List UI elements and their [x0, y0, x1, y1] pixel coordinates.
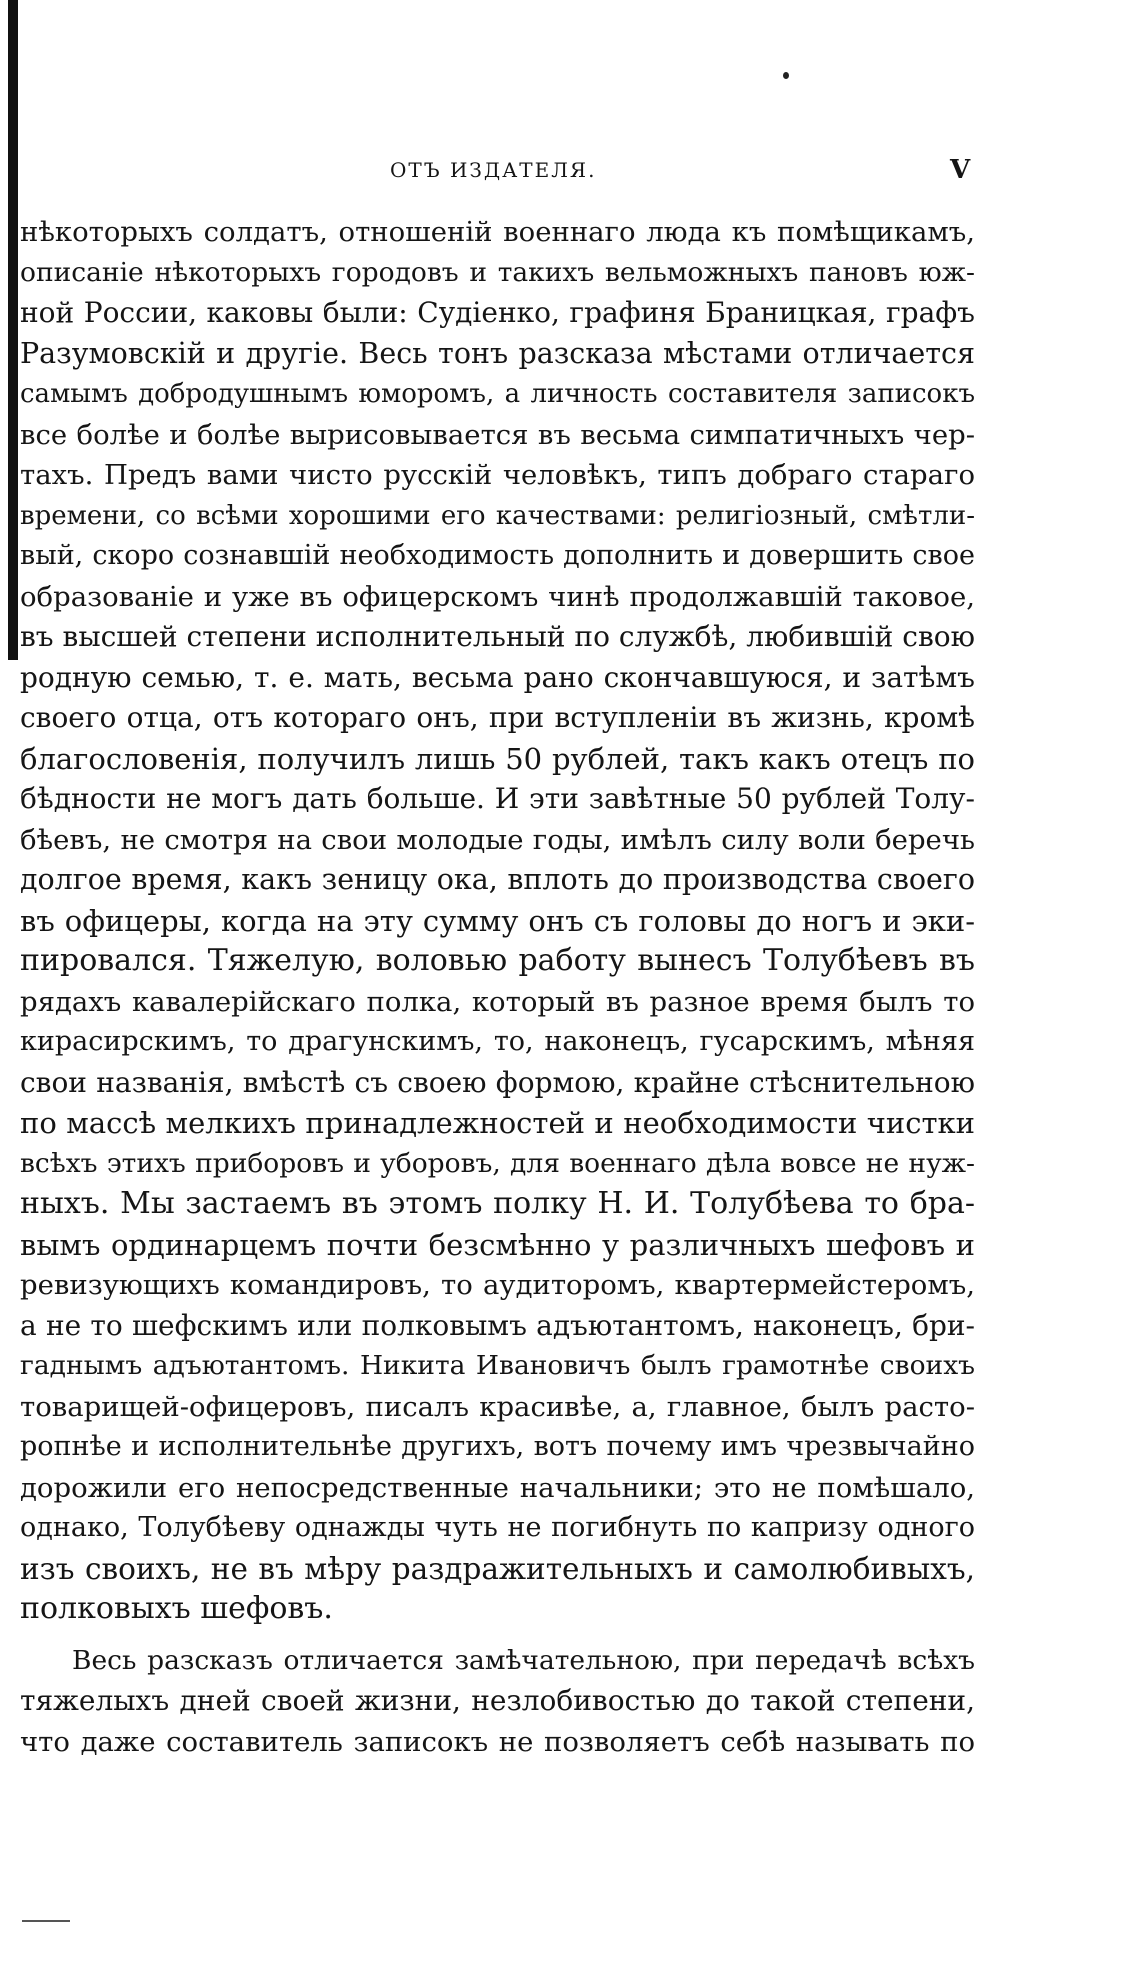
- text-line: бѣевъ, не смотря на свои молодые годы, имѣлъ силу воли беречь: [20, 823, 975, 856]
- text-line: товарищей-офицеровъ, писалъ красивѣе, а, главное, былъ расто-: [20, 1390, 975, 1423]
- text-line: ной России, каковы были: Судіенко, графиня Браницкая, графъ: [20, 296, 975, 329]
- text-line: свои названія, вмѣстѣ съ своею формою, крайне стѣснительною: [20, 1065, 975, 1099]
- text-line: въ офицеры, когда на эту сумму онъ съ головы до ногъ и эки-: [20, 903, 975, 938]
- text-line: бѣдности не могъ дать больше. И эти завѣтные 50 рублей Толу-: [20, 782, 975, 815]
- text-line: долгое время, какъ зеницу ока, вплоть до производства своего: [20, 863, 975, 896]
- text-line: что даже составитель записокъ не позволяетъ себѣ называть по: [20, 1725, 975, 1758]
- text-line: однако, Толубѣеву однажды чуть не погибнуть по капризу одного: [20, 1512, 975, 1543]
- page-number: V: [950, 155, 971, 185]
- paragraph-2: [20, 1641, 975, 1763]
- text-line: полковыхъ шефовъ.: [20, 1591, 333, 1626]
- text-line: вый, скоро сознавшій необходимость дополнить и довершить свое: [20, 540, 975, 571]
- binding-edge-shadow: [8, 0, 18, 660]
- text-line: всѣхъ этихъ приборовъ и уборовъ, для военнаго дѣла вовсе не нуж-: [20, 1147, 975, 1179]
- paragraph-1: [20, 212, 975, 1630]
- text-line: вымъ ординарцемъ почти безсмѣнно у различныхъ шефовъ и: [20, 1227, 975, 1262]
- paragraph-gap: [20, 1630, 975, 1641]
- text-line: въ высшей степени исполнительный по службѣ, любившій свою: [20, 620, 975, 653]
- running-head: [0, 150, 1140, 190]
- footer-rule-mark: [22, 1920, 70, 1922]
- running-title: ОТЪ ИЗДАТЕЛЯ.: [390, 158, 597, 182]
- text-line: ревизующихъ командировъ, то аудиторомъ, квартермейстеромъ,: [20, 1269, 975, 1301]
- text-line: кирасирскимъ, то драгунскимъ, то, наконецъ, гусарскимъ, мѣняя: [20, 1026, 975, 1057]
- text-line: благословенія, получилъ лишь 50 рублей, такъ какъ отецъ по: [20, 741, 975, 776]
- text-line: рядахъ кавалерійскаго полка, который въ разное время былъ то: [20, 985, 975, 1018]
- text-line: самымъ добродушнымъ юморомъ, а личность составителя записокъ: [20, 379, 975, 409]
- text-line: своего отца, отъ котораго онъ, при вступленіи въ жизнь, кромѣ: [20, 701, 975, 734]
- text-line: пировался. Тяжелую, воловью работу вынесъ Толубѣевъ въ: [20, 943, 975, 978]
- text-line: все болѣе и болѣе вырисовывается въ весьма симпатичныхъ чер-: [20, 418, 975, 451]
- body-text: [20, 212, 975, 1762]
- text-line: дорожили его непосредственные начальники; это не помѣшало,: [20, 1471, 975, 1504]
- text-line: Разумовскій и другіе. Весь тонъ разсказа мѣстами отличается: [20, 336, 975, 370]
- text-line: ропнѣе и исполнительнѣе другихъ, вотъ почему имъ чрезвычайно: [20, 1431, 975, 1462]
- text-line: гаднымъ адъютантомъ. Никита Ивановичъ былъ грамотнѣе своихъ: [20, 1350, 975, 1381]
- text-line: а не то шефскимъ или полковымъ адъютантомъ, наконецъ, бри-: [20, 1308, 975, 1342]
- text-line: описаніе нѣкоторыхъ городовъ и такихъ вельможныхъ пановъ юж-: [20, 256, 975, 288]
- text-line: нѣкоторыхъ солдатъ, отношеній военнаго люда къ помѣщикамъ,: [20, 216, 975, 248]
- text-line: тяжелыхъ дней своей жизни, незлобивостью до такой степени,: [20, 1684, 975, 1717]
- text-line: Весь разсказъ отличается замѣчательною, при передачѣ всѣхъ: [72, 1644, 975, 1676]
- text-line: родную семью, т. е. мать, весьма рано скончавшуюся, и затѣмъ: [20, 660, 975, 694]
- text-line: тахъ. Предъ вами чисто русскій человѣкъ, типъ добраго стараго: [20, 459, 975, 491]
- text-line: времени, со всѣми хорошими его качествами: религіозный, смѣтли-: [20, 500, 975, 531]
- text-line: по массѣ мелкихъ принадлежностей и необходимости чистки: [20, 1106, 975, 1140]
- text-line: образованіе и уже въ офицерскомъ чинѣ продолжавшій таковое,: [20, 580, 975, 613]
- text-line: изъ своихъ, не въ мѣру раздражительныхъ и самолюбивыхъ,: [20, 1551, 975, 1586]
- ink-speck: [783, 72, 789, 79]
- text-line: ныхъ. Мы застаемъ въ этомъ полку Н. И. Толубѣева то бра-: [20, 1186, 975, 1221]
